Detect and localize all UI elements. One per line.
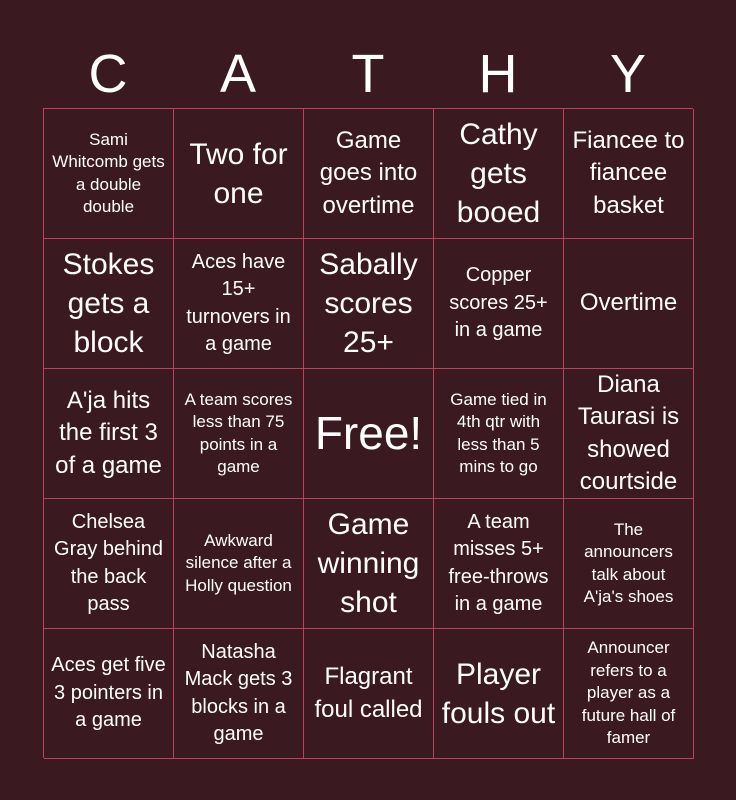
- bingo-cell[interactable]: [304, 239, 434, 369]
- cell-text: Copper scores 25+ in a game: [449, 264, 548, 342]
- cell-text: Two for one: [189, 137, 288, 210]
- cell-text: Sami Whitcomb gets a double double: [52, 129, 165, 216]
- bingo-cell[interactable]: [304, 629, 434, 759]
- header-letter-y: Y: [609, 44, 647, 104]
- header-letter-t: T: [351, 44, 385, 104]
- cell-text: A'ja hits the first 3 of a game: [55, 386, 162, 479]
- bingo-cell[interactable]: [174, 109, 304, 239]
- cell-text: The announcers talk about A'ja's shoes: [583, 519, 674, 606]
- cell-text: Flagrant foul called: [314, 663, 423, 723]
- cell-text: A team misses 5+ free-throws in a game: [448, 510, 549, 615]
- bingo-cell[interactable]: [434, 369, 564, 499]
- bingo-cell[interactable]: [564, 239, 694, 369]
- bingo-cell[interactable]: [44, 629, 174, 759]
- cell-text: Cathy gets booed: [456, 118, 541, 229]
- bingo-cell[interactable]: [174, 239, 304, 369]
- cell-text: Announcer refers to a player as a future hall of famer: [581, 638, 676, 748]
- bingo-cell[interactable]: [44, 109, 174, 239]
- bingo-cell[interactable]: [564, 499, 694, 629]
- cell-text: Chelsea Gray behind the back pass: [54, 510, 163, 615]
- bingo-cell[interactable]: [174, 499, 304, 629]
- bingo-cell[interactable]: [434, 239, 564, 369]
- bingo-cell[interactable]: [174, 369, 304, 499]
- header-letter-h: H: [478, 44, 518, 104]
- cell-text: Fiancee to fiancee basket: [572, 126, 685, 219]
- header-letter-c: C: [88, 44, 128, 104]
- cell-text: Game goes into overtime: [319, 126, 418, 219]
- bingo-cell[interactable]: [564, 629, 694, 759]
- cell-text: Aces have 15+ turnovers in a game: [186, 250, 291, 355]
- cell-text: Stokes gets a block: [62, 248, 155, 359]
- bingo-header: [43, 40, 693, 108]
- cell-text: A team scores less than 75 points in a game: [184, 389, 293, 476]
- bingo-cell[interactable]: [434, 499, 564, 629]
- cell-text: Diana Taurasi is showed courtside: [577, 370, 680, 495]
- free-space-text: Free!: [314, 407, 423, 460]
- bingo-cell[interactable]: [434, 109, 564, 239]
- bingo-cell[interactable]: [434, 629, 564, 759]
- cell-text: Player fouls out: [441, 657, 556, 730]
- bingo-cell[interactable]: [564, 369, 694, 499]
- bingo-cell[interactable]: [564, 109, 694, 239]
- bingo-cell[interactable]: [304, 499, 434, 629]
- cell-text: Natasha Mack gets 3 blocks in a game: [184, 640, 293, 745]
- free-space-cell[interactable]: [304, 369, 434, 499]
- bingo-grid: [43, 108, 693, 758]
- header-letter-a: A: [219, 44, 257, 104]
- cell-text: Game tied in 4th qtr with less than 5 mins to go: [450, 389, 547, 476]
- bingo-cell[interactable]: [174, 629, 304, 759]
- cell-text: Aces get five 3 pointers in a game: [51, 654, 166, 732]
- cell-text: Awkward silence after a Holly question: [185, 530, 292, 595]
- bingo-cell[interactable]: [44, 369, 174, 499]
- bingo-cell[interactable]: [44, 239, 174, 369]
- bingo-cell[interactable]: [44, 499, 174, 629]
- bingo-cell[interactable]: [304, 109, 434, 239]
- cell-text: Overtime: [579, 289, 678, 317]
- cell-text: Sabally scores 25+: [319, 248, 418, 359]
- cell-text: Game winning shot: [317, 508, 420, 619]
